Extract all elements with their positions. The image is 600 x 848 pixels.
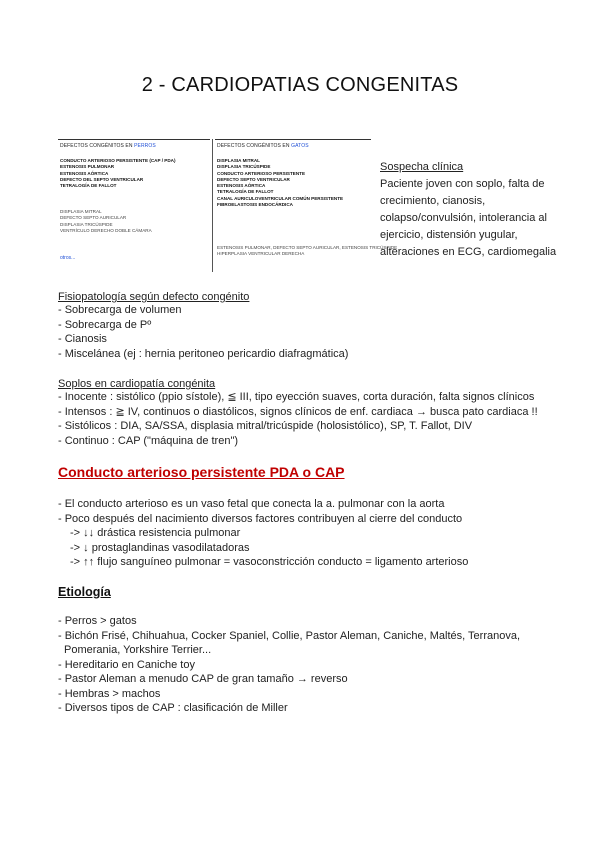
list-item: - Perros > gatos — [58, 615, 137, 627]
cap-heading: Conducto arterioso persistente PDA o CAP — [58, 464, 345, 480]
pathophysiology-list — [58, 303, 348, 361]
list-item: Pomerania, Yorkshire Terrier... — [64, 644, 212, 656]
list-item: DEFECTO SEPTO VENTRICULAR — [217, 176, 290, 182]
list-item: - Hereditario en Caniche toy — [58, 658, 195, 671]
text-line: crecimiento, cianosis, — [380, 195, 486, 207]
list-item: DEFECTO DEL SEPTO VENTRICULAR — [60, 176, 144, 182]
table-divider — [212, 139, 213, 272]
list-item: VENTRÍCULO DERECHO DOBLE CÁMARA — [60, 227, 152, 233]
etiology-section — [58, 614, 520, 716]
clinical-suspicion-heading: Sospecha clínica — [380, 161, 464, 173]
list-item: - Diversos tipos de CAP : clasificación de Miller — [58, 702, 288, 714]
list-item: - Hembras > machos — [58, 687, 161, 700]
list-item: DISPLASIA MITRAL — [60, 209, 102, 214]
list-item: -> ↓↓ drástica resistencia pulmonar — [70, 527, 241, 539]
list-item: CONDUCTO ARTERIOSO PERSISTENTE (CAP / PDA) — [60, 158, 176, 163]
list-item: HIPERPLASIA VENTRICULAR DERECHA — [217, 251, 305, 257]
cap-list — [58, 497, 468, 570]
list-item: DISPLASIA TRICÚSPIDE — [60, 221, 113, 227]
list-item: -> ↓ prostaglandinas vasodilatadoras — [70, 541, 250, 554]
murmurs-list — [58, 390, 538, 448]
table-top-rule — [215, 139, 371, 140]
list-item: - Sistólicos : DIA, SA/SSA, displasia mitral/tricúspide (holosistólico), SP, T. Fallot, DIV — [58, 420, 473, 432]
cats-other-defects-list — [217, 245, 397, 258]
list-item: FIBROELASTOSIS ENDOCÁRDICA — [217, 202, 293, 208]
clinical-suspicion-block — [380, 159, 590, 261]
section-heading: Fisiopatología según defecto congénito — [58, 291, 250, 303]
list-item: DISPLASIA MITRAL — [217, 158, 260, 163]
list-item: TETRALOGÍA DE FALLOT — [217, 189, 274, 195]
cats-common-defects-list — [217, 158, 343, 208]
table-header: DEFECTOS CONGÉNITOS EN GATOS — [217, 143, 309, 149]
list-item: -> ↑↑ flujo sanguíneo pulmonar = vasoconstricción conducto = ligamento arterioso — [70, 556, 469, 568]
list-item: - Cianosis — [58, 333, 107, 345]
murmurs-section — [58, 378, 538, 448]
dogs-other-defects-list — [60, 209, 152, 234]
table-header: DEFECTOS CONGÉNITOS EN PERROS — [60, 143, 156, 149]
text-line: alteraciones en ECG, cardiomegalia — [380, 246, 557, 258]
list-item: DEFECTO SEPTO AURICULAR — [60, 215, 127, 221]
list-item: ESTENOSIS PULMONAR — [60, 164, 115, 170]
text-line: ejercicio, distensión yugular, — [380, 229, 518, 241]
list-item: - Sobrecarga de Pº — [58, 318, 152, 331]
list-item: - Continuo : CAP ("máquina de tren") — [58, 434, 239, 447]
table-top-rule — [58, 139, 210, 140]
pathophysiology-section — [58, 291, 348, 361]
list-item: - El conducto arterioso es un vaso fetal que conecta la a. pulmonar con la aorta — [58, 498, 445, 510]
list-item: TETRALOGÍA DE FALLOT — [60, 183, 117, 189]
etiology-list — [58, 614, 520, 716]
dogs-common-defects-list — [60, 158, 176, 189]
list-item: - Sobrecarga de volumen — [58, 304, 182, 316]
etiology-heading: Etiología — [58, 585, 111, 599]
cap-section — [58, 497, 468, 570]
others-link[interactable]: otros... — [60, 255, 76, 261]
cats-defects-table — [215, 139, 398, 272]
list-item: CANAL AURICULOVENTRICULAR COMÚN PERSISTENTE — [217, 195, 344, 201]
list-item: - Intensos : ≧ IV, continuos o diastólicos, signos clínicos de enf. cardiaca → busca pato cardiaca !! — [58, 405, 538, 418]
list-item: - Miscelánea (ej : hernia peritoneo pericardio diafragmática) — [58, 347, 349, 360]
list-item: - Poco después del nacimiento diversos factores contribuyen al cierre del conducto — [58, 512, 463, 525]
text-line: colapso/convulsión, intolerancia al — [380, 212, 547, 224]
list-item: ESTENOSIS AÓRTICA — [60, 170, 109, 176]
list-item: - Pastor Aleman a menudo CAP de gran tamaño → reverso — [58, 673, 348, 685]
list-item: - Bichón Frisé, Chihuahua, Cocker Spaniel, Collie, Pastor Aleman, Caniche, Maltés, Terranova, — [58, 629, 521, 642]
list-item: ESTENOSIS AÓRTICA — [217, 183, 266, 189]
page-title: 2 - CARDIOPATIAS CONGENITAS — [141, 74, 459, 96]
text-line: Paciente joven con soplo, falta de — [380, 178, 545, 190]
list-item: ESTENOSIS PULMONAR, DEFECTO SEPTO AURICULAR, ESTENOSIS TRICÚSPIDE — [217, 245, 398, 250]
list-item: DISPLASIA TRICÚSPIDE — [217, 164, 271, 170]
dogs-defects-table — [58, 139, 210, 272]
section-heading: Soplos en cardiopatía congénita — [58, 378, 216, 390]
list-item: CONDUCTO ARTERIOSO PERSISTENTE — [217, 170, 306, 176]
list-item: - Inocente : sistólico (ppio sístole), ≦ III, tipo eyección suaves, corta duración, falta signos clínicos — [58, 391, 535, 403]
